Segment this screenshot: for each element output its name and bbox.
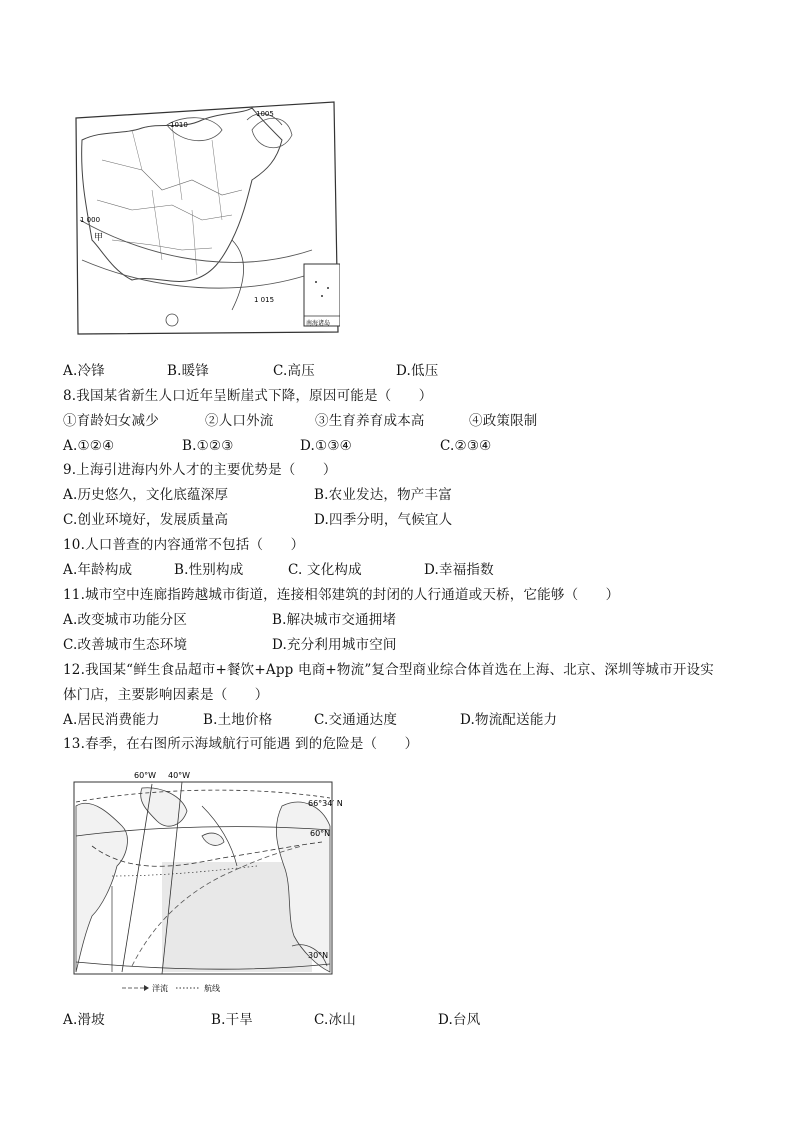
- q13-stem: 13.春季，在右图所示海域航行可能遇 到的危险是（ ）: [63, 736, 419, 752]
- q8-stem: 8.我国某省新生人口近年呈断崖式下降，原因可能是（ ）: [63, 388, 433, 404]
- q12-option-d[interactable]: D.物流配送能力: [460, 712, 558, 728]
- q10-option-b[interactable]: B.性别构成: [174, 562, 244, 578]
- q9-option-a[interactable]: A.历史悠久，文化底蕴深厚: [63, 487, 229, 503]
- q11-option-a[interactable]: A.改变城市功能分区: [63, 612, 188, 628]
- inset-south-sea-label: 南海诸岛: [306, 320, 331, 327]
- lat-60n-label: 60°N: [310, 829, 331, 838]
- q9-stem: 9.上海引进海内外人才的主要优势是（ ）: [63, 462, 337, 478]
- q7-option-c[interactable]: C.高压: [273, 363, 315, 379]
- q11-stem: 11.城市空中连廊指跨越城市街道，连接相邻建筑的封闭的人行通道或天桥，它能够（ ）: [63, 587, 620, 603]
- legend-route-label: 航线: [204, 984, 220, 993]
- q13-option-b[interactable]: B.干旱: [211, 1012, 254, 1028]
- q12-option-c[interactable]: C.交通通达度: [314, 712, 398, 728]
- north-atlantic-map: [72, 766, 364, 1000]
- q12-stem-line2: 体门店，主要影响因素是（ ）: [63, 687, 269, 703]
- q7-option-b[interactable]: B.暖锋: [167, 363, 210, 379]
- map-legend: [122, 983, 220, 993]
- q11-option-d[interactable]: D.充分利用城市空间: [272, 637, 397, 653]
- q11-option-c[interactable]: C.改善城市生态环境: [63, 637, 188, 653]
- lon-40w-label: 40°W: [168, 771, 191, 780]
- china-isobar-map: [72, 100, 340, 336]
- q8-option-c[interactable]: C.②③④: [440, 438, 492, 454]
- location-jia-label: 甲: [94, 233, 104, 243]
- q9-option-b[interactable]: B.农业发达，物产丰富: [314, 487, 452, 503]
- q8-option-b[interactable]: B.①②③: [182, 438, 234, 454]
- china-map-figure: [72, 100, 340, 336]
- q13-option-a[interactable]: A.滑坡: [63, 1012, 105, 1028]
- q10-option-a[interactable]: A.年龄构成: [63, 562, 133, 578]
- q11-option-b[interactable]: B.解决城市交通拥堵: [272, 612, 397, 628]
- isobar-1010-label: 1010: [170, 121, 188, 129]
- q13-option-c[interactable]: C.冰山: [314, 1012, 356, 1028]
- q8-option-d[interactable]: D.①③④: [300, 438, 352, 454]
- q7-option-a[interactable]: A.冷锋: [63, 363, 105, 379]
- q9-option-d[interactable]: D.四季分明，气候宜人: [314, 512, 453, 528]
- q8-option-a[interactable]: A.①②④: [63, 438, 115, 454]
- isobar-1005-label: 1005: [256, 110, 274, 118]
- q10-option-c[interactable]: C. 文化构成: [288, 562, 362, 578]
- q12-stem-line1: 12.我国某“鲜生食品超市+餐饮+App 电商+物流”复合型商业综合体首选在上海、北京、深圳等城市开设实: [63, 662, 714, 678]
- q8-item-1: ①育龄妇女减少: [63, 413, 159, 429]
- q12-option-b[interactable]: B.土地价格: [203, 712, 273, 728]
- north-atlantic-figure: [72, 766, 364, 1000]
- q7-option-d[interactable]: D.低压: [396, 363, 439, 379]
- q10-stem: 10.人口普查的内容通常不包括（ ）: [63, 537, 305, 553]
- q8-item-4: ④政策限制: [469, 413, 538, 429]
- q9-option-c[interactable]: C.创业环境好，发展质量高: [63, 512, 229, 528]
- lon-60w-label: 60°W: [134, 771, 157, 780]
- lat-arctic-circle-label: 66°34′ N: [308, 799, 343, 808]
- lat-30n-label: 30°N: [308, 951, 329, 960]
- isobar-1015-label: 1 015: [254, 296, 275, 304]
- legend-current-label: 洋流: [152, 984, 168, 993]
- q13-option-d[interactable]: D.台风: [438, 1012, 481, 1028]
- q8-item-3: ③生育养育成本高: [315, 413, 425, 429]
- q10-option-d[interactable]: D.幸福指数: [424, 562, 494, 578]
- q8-item-2: ②人口外流: [205, 413, 274, 429]
- isobar-1000-label: 1 000: [80, 216, 101, 224]
- q12-option-a[interactable]: A.居民消费能力: [63, 712, 160, 728]
